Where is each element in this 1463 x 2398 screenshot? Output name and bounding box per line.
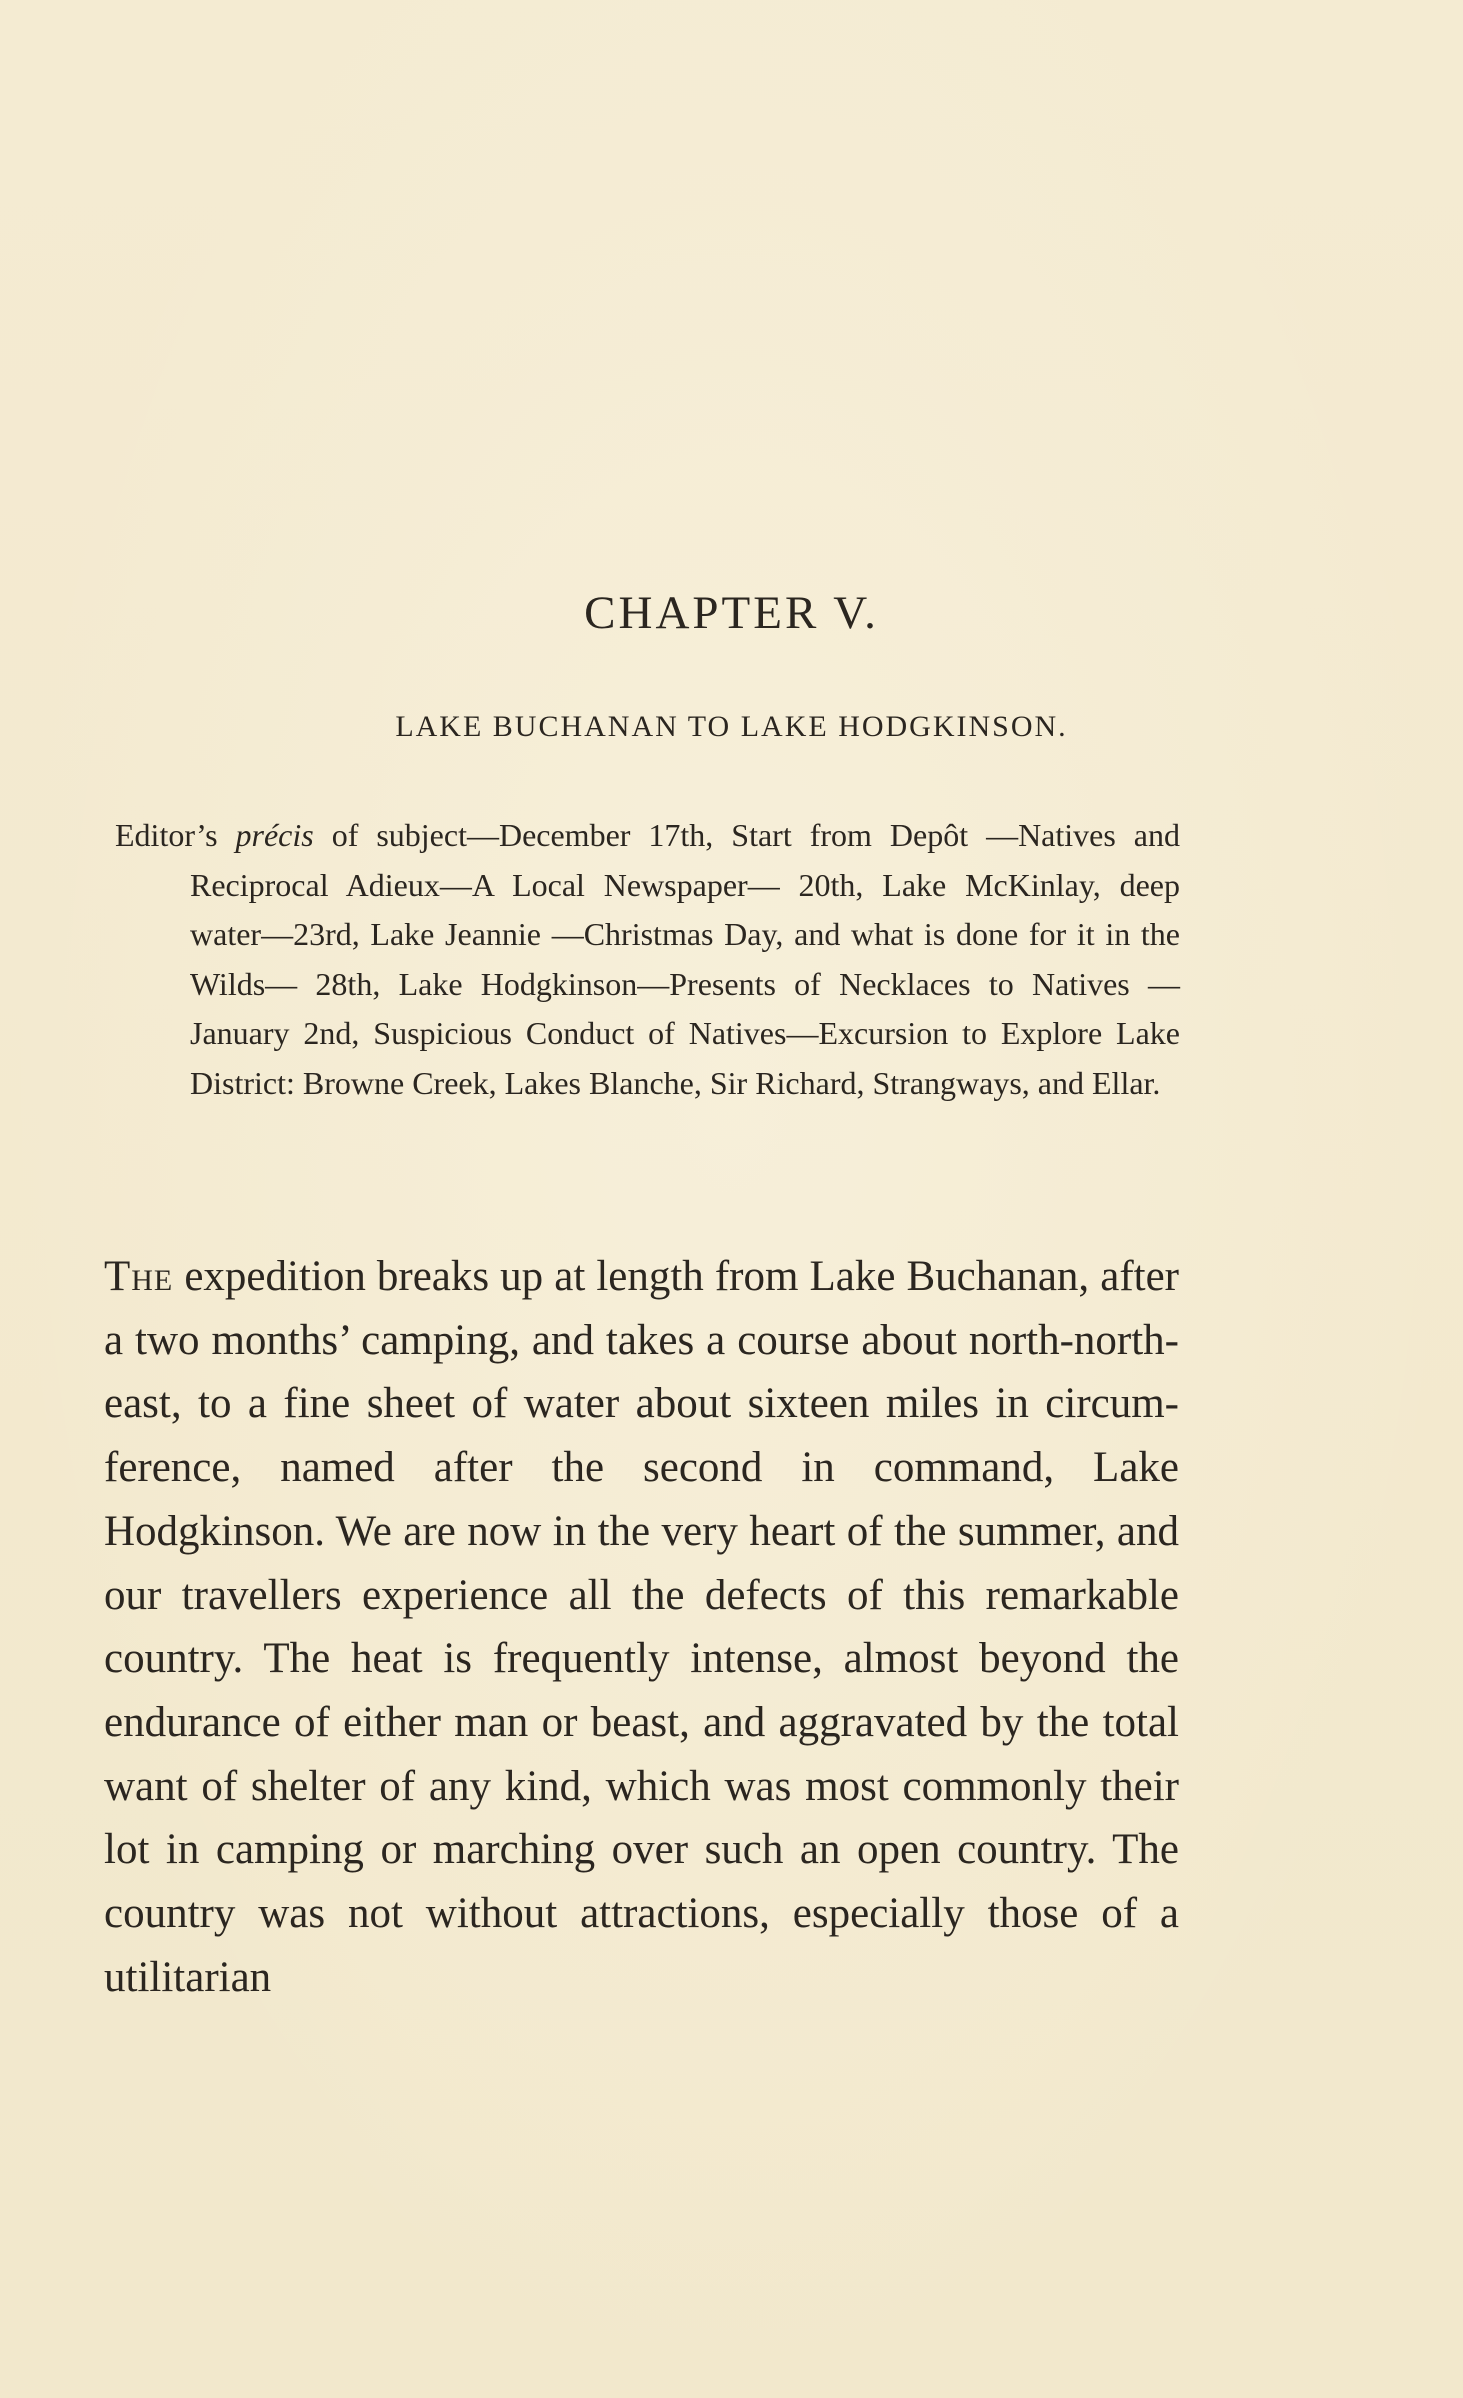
precis-lead-word: Editor’s xyxy=(115,817,218,853)
body-paragraph xyxy=(104,1245,1179,2009)
precis-italic-word: précis xyxy=(235,817,314,853)
precis-text: of subject—December 17th, Start from Depôt —Natives and Reciprocal Adieux—A Local Newspaper— 20th, Lake McKinlay, deep water—23rd, Lake Jeannie —Christmas Day, and what is done for it in the Wilds— 28th, Lake Hodgkinson—Presents of Necklaces to Natives —January 2nd, Suspicious Conduct of Natives—Excursion to Explore Lake District: Browne Creek, Lakes Blanche, Sir Richard, Strangways, and Ellar. xyxy=(190,817,1181,1101)
chapter-precis xyxy=(115,811,1180,1108)
body-text: expedition breaks up at length from Lake Buchanan, after a two months’ camping, and takes a course about north-north-east, to a fine sheet of water about sixteen miles in circumference, named after the second in command, Lake Hodgkinson. We are now in the very heart of the summer, and our travellers experience all the defects of this remarkable country. The heat is frequently intense, almost beyond the endurance of either man or beast, and aggravated by the total want of shelter of any kind, which was most commonly their lot in camping or marching over such an open country. The country was not without attractions, especially those of a utilitarian xyxy=(104,1253,1179,2001)
opening-small-caps: The xyxy=(104,1253,174,1300)
precis-lead xyxy=(115,817,314,853)
chapter-subtitle: LAKE BUCHANAN TO LAKE HODGKINSON. xyxy=(395,710,1068,743)
chapter-title: CHAPTER V. xyxy=(584,587,879,639)
